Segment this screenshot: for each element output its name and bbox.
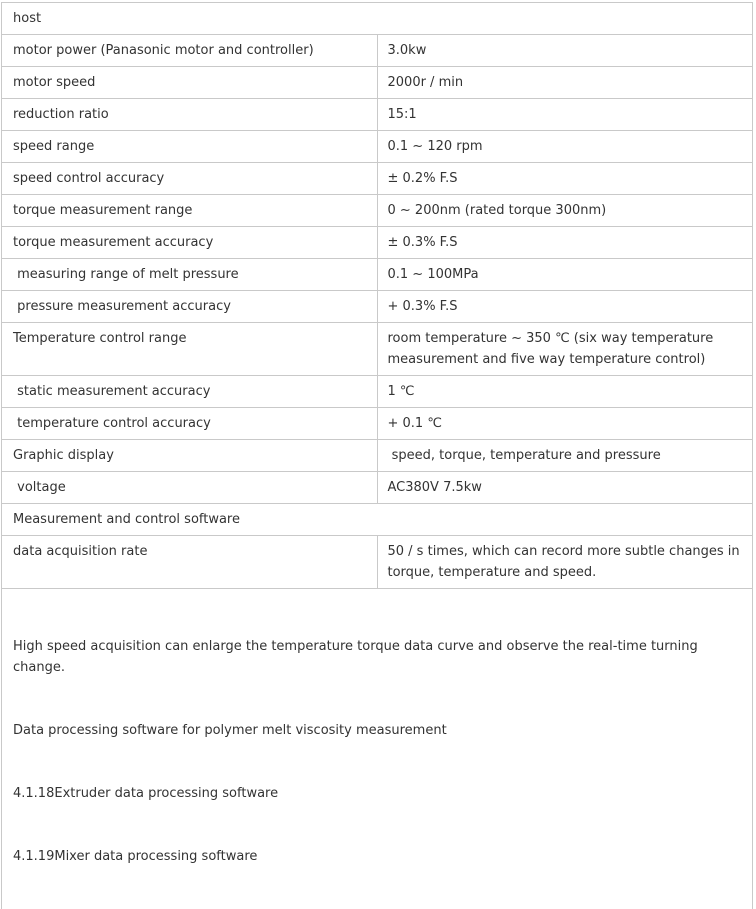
row-label: voltage <box>2 472 378 504</box>
table-row <box>2 440 753 472</box>
row-value: 0.1 ~ 120 rpm <box>377 131 753 163</box>
row-label: pressure measurement accuracy <box>2 291 378 323</box>
row-value: 3.0kw <box>377 35 753 67</box>
footer-line: 4.1.18Extruder data processing software <box>13 783 742 804</box>
table-row <box>2 472 753 504</box>
section-row <box>2 504 753 536</box>
row-value: 0 ~ 200nm (rated torque 300nm) <box>377 195 753 227</box>
row-label: Temperature control range <box>2 323 378 376</box>
row-label: motor power (Panasonic motor and controller) <box>2 35 378 67</box>
footer-row <box>2 589 753 909</box>
row-value: + 0.3% F.S <box>377 291 753 323</box>
row-label: torque measurement range <box>2 195 378 227</box>
table-row <box>2 195 753 227</box>
spec-table <box>1 2 753 909</box>
row-label: measuring range of melt pressure <box>2 259 378 291</box>
row-value: + 0.1 ℃ <box>377 408 753 440</box>
row-label: motor speed <box>2 67 378 99</box>
table-row <box>2 291 753 323</box>
row-label: torque measurement accuracy <box>2 227 378 259</box>
table-row <box>2 131 753 163</box>
row-label: temperature control accuracy <box>2 408 378 440</box>
row-value: 50 / s times, which can record more subtle changes in torque, temperature and speed. <box>377 536 753 589</box>
section-cell: Measurement and control software <box>2 504 753 536</box>
header-cell: host <box>2 3 753 35</box>
row-label: data acquisition rate <box>2 536 378 589</box>
table-row <box>2 99 753 131</box>
footer-line: 4.1.19Mixer data processing software <box>13 846 742 867</box>
row-value: ± 0.3% F.S <box>377 227 753 259</box>
table-row <box>2 259 753 291</box>
row-value: 0.1 ~ 100MPa <box>377 259 753 291</box>
table-row <box>2 408 753 440</box>
row-value: 2000r / min <box>377 67 753 99</box>
row-value: 15:1 <box>377 99 753 131</box>
row-value: AC380V 7.5kw <box>377 472 753 504</box>
table-row <box>2 67 753 99</box>
row-label: speed range <box>2 131 378 163</box>
footer-line: High speed acquisition can enlarge the temperature torque data curve and observe the real-time turning change. <box>13 636 742 678</box>
row-value: ± 0.2% F.S <box>377 163 753 195</box>
table-row <box>2 536 753 589</box>
row-label: speed control accuracy <box>2 163 378 195</box>
row-value: room temperature ~ 350 ℃ (six way temperature measurement and five way temperature control) <box>377 323 753 376</box>
row-label: Graphic display <box>2 440 378 472</box>
footer-cell <box>2 589 753 909</box>
table-row <box>2 163 753 195</box>
table-row <box>2 35 753 67</box>
table-row <box>2 227 753 259</box>
table-row <box>2 376 753 408</box>
row-value: speed, torque, temperature and pressure <box>377 440 753 472</box>
row-label: static measurement accuracy <box>2 376 378 408</box>
row-label: reduction ratio <box>2 99 378 131</box>
header-row <box>2 3 753 35</box>
row-value: 1 ℃ <box>377 376 753 408</box>
table-row <box>2 323 753 376</box>
footer-line: Data processing software for polymer melt viscosity measurement <box>13 720 742 741</box>
